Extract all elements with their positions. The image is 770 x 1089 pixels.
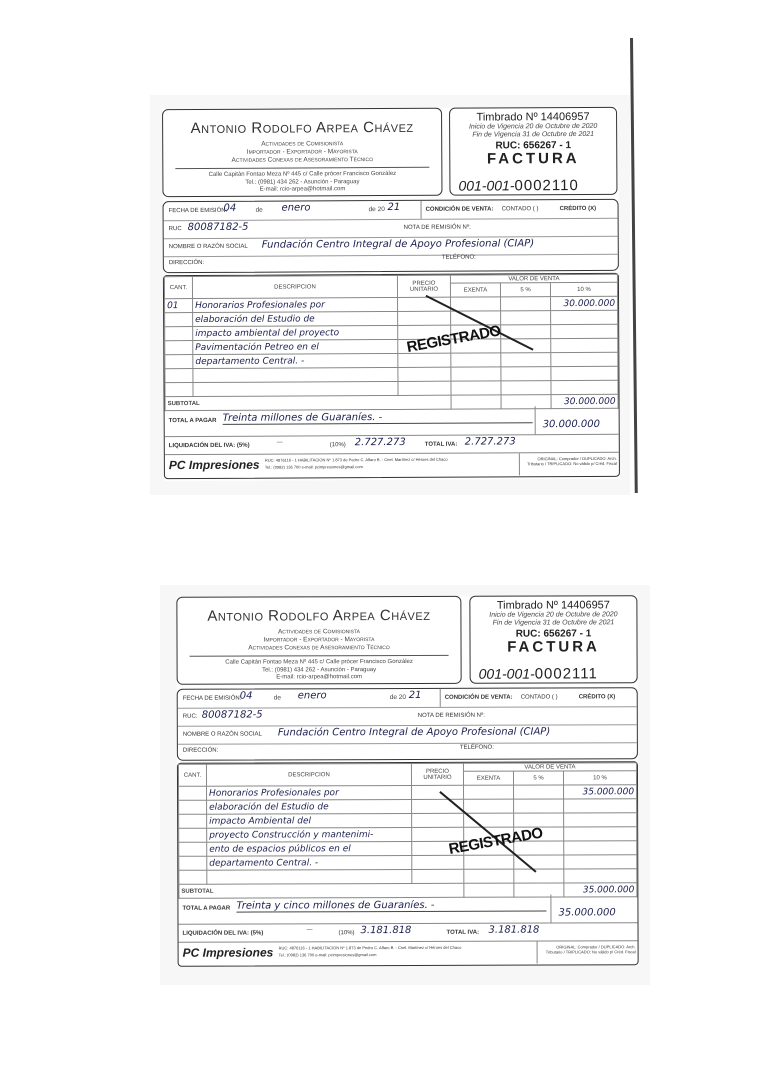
client-block xyxy=(177,687,638,761)
divider xyxy=(550,894,551,922)
telefono-label: TELÉFONO: xyxy=(441,254,476,261)
col-iva10: 10 % xyxy=(563,771,636,785)
divider xyxy=(535,406,536,434)
invoice-prefix: 001-001- xyxy=(458,177,515,194)
col-iva10: 10 % xyxy=(550,282,617,296)
fecha-year: 21 xyxy=(408,689,422,701)
item-line: impacto ambiental del proyecto xyxy=(193,325,398,340)
contado-option: CONTADO ( ) xyxy=(501,206,539,213)
invoice-1 xyxy=(162,107,620,481)
items-grid xyxy=(178,762,637,899)
issuer-ruc: RUC: 656267 - 1 xyxy=(495,140,572,152)
divider xyxy=(175,167,429,169)
fecha-year-label: de 20 xyxy=(368,206,385,214)
issuer-activity-2: Importador - Exportador - Mayorista xyxy=(246,148,358,156)
iva5-value: — xyxy=(276,439,283,446)
item-line: Honorarios Profesionales por xyxy=(207,785,412,800)
condicion-label: CONDICIÓN DE VENTA: xyxy=(444,694,513,701)
fecha-label: FECHA DE EMISIÓN: xyxy=(168,207,228,215)
total-value: 30.000.000 xyxy=(542,418,600,431)
total-label: TOTAL A PAGAR xyxy=(182,905,231,912)
col-precio: PRECIO UNITARIO xyxy=(397,275,450,297)
timbrado-number: Timbrado Nº 14406957 xyxy=(496,599,610,612)
invoice-sequence: 0002111 xyxy=(534,665,598,683)
iva10-value: 2.727.273 xyxy=(354,436,406,449)
col-iva5: 5 % xyxy=(513,771,563,785)
items-grid xyxy=(164,274,619,411)
issuer-address: Calle Capitán Fontao Meza Nº 445 c/ Calle prócer Francisco González xyxy=(208,170,397,178)
registrado-stamp: REGISTRADO xyxy=(447,824,544,858)
issuer-block xyxy=(176,596,461,685)
issuer-name: Antonio Rodolfo Arpea Chávez xyxy=(190,118,414,138)
iva10-value: 3.181.818 xyxy=(360,924,412,937)
copy-distribution: ORIGINAL: Comprador / DUPLICADO: Arch. Tributario / TRIPLICADO: No válido p/ Créd. Fiscal xyxy=(545,944,636,955)
vigencia-fin: Fin de Vigencia 31 de Octubre de 2021 xyxy=(472,130,595,139)
total-row xyxy=(178,894,637,925)
issuer-activity-3: Actividades Conexas de Asesoramiento Técnico xyxy=(248,644,390,652)
subtotal-value: 35.000.000 xyxy=(564,883,637,897)
item-amount-10: 35.000.000 xyxy=(564,785,637,799)
col-valor-venta: VALOR DE VENTA xyxy=(463,763,636,772)
printer-logo: PC Impresiones xyxy=(182,945,274,960)
registrado-stamp: REGISTRADO xyxy=(405,322,503,357)
col-descripcion: DESCRIPCION xyxy=(206,763,411,786)
document-title: FACTURA xyxy=(486,150,580,168)
fecha-year-label: de 20 xyxy=(389,694,407,702)
issuer-activity-1: Actividades de Comisionista xyxy=(261,140,344,148)
direccion-label: DIRECCIÓN: xyxy=(182,747,219,754)
pen-margin-line xyxy=(630,38,638,493)
divider xyxy=(190,655,449,657)
col-descripcion: DESCRIPCION xyxy=(192,275,397,298)
col-valor-venta: VALOR DE VENTA xyxy=(450,274,617,283)
divider xyxy=(440,689,441,707)
vigencia-inicio: Inicio de Vigencia 20 de Octubre de 2020 xyxy=(468,122,598,131)
razon-social-label: NOMBRE O RAZÓN SOCIAL xyxy=(182,731,262,738)
fecha-month: enero xyxy=(281,202,311,214)
issuer-phone: Tel.: (0981) 434 262 - Asunción - Paraguay xyxy=(245,178,360,186)
col-iva5: 5 % xyxy=(500,283,550,297)
issuer-activity-1: Actividades de Comisionista xyxy=(277,628,360,636)
item-cant: 01 xyxy=(165,299,193,313)
client-ruc: 80087182-5 xyxy=(201,709,263,721)
total-iva-label: TOTAL IVA: xyxy=(446,929,480,936)
timbrado-block xyxy=(449,107,617,196)
issuer-email: E-mail: rcio-arpea@hotmail.com xyxy=(259,186,346,193)
total-iva-label: TOTAL IVA: xyxy=(424,441,458,448)
issuer-address: Calle Capitán Fontao Meza Nº 445 c/ Calle prócer Francisco González xyxy=(225,658,413,666)
credito-option: CRÉDITO (X) xyxy=(578,694,616,701)
direccion-row xyxy=(178,742,637,760)
item-amount-10: 30.000.000 xyxy=(551,296,618,310)
printer-info: RUC: 4876116 - 1 HABILITACION Nº 1.873 de Pedro C. Alfaro B. - Cnel. Martínez c/ Héroes del Chaco xyxy=(278,944,462,951)
item-line: departamento Central. - xyxy=(193,353,398,368)
col-exenta: EXENTA xyxy=(463,771,513,785)
iva10-label: (10%) xyxy=(329,442,346,449)
fecha-month: enero xyxy=(297,690,327,702)
total-value: 35.000.000 xyxy=(558,907,616,919)
total-iva-value: 2.727.273 xyxy=(464,436,516,448)
invoice-number xyxy=(450,177,616,195)
ruc-label: RUC xyxy=(168,226,182,233)
item-line: ento de espacios públicos en el xyxy=(207,841,412,856)
printer-row xyxy=(165,453,619,477)
item-line: proyecto Construcción y mantenimi- xyxy=(207,827,412,842)
col-precio: PRECIO UNITARIO xyxy=(411,763,463,785)
vigencia-inicio: Inicio de Vigencia 20 de Octubre de 2020 xyxy=(489,611,618,619)
divider xyxy=(519,453,520,475)
direccion-row xyxy=(164,254,618,272)
telefono-label: TELÉFONO: xyxy=(459,744,494,751)
subtotal-label: SUBTOTAL xyxy=(179,883,464,898)
ruc-label: RUC: xyxy=(182,713,198,720)
total-label: TOTAL A PAGAR xyxy=(168,417,217,425)
total-words: Treinta millones de Guaraníes. - xyxy=(223,411,533,425)
item-line: impacto Ambiental del xyxy=(207,813,412,828)
iva-label: LIQUIDACIÓN DEL IVA: (5%) xyxy=(182,930,264,937)
condicion-label: CONDICIÓN DE VENTA: xyxy=(425,206,494,213)
printer-logo: PC Impresiones xyxy=(168,457,260,473)
item-line: elaboración del Estudio de xyxy=(207,799,412,814)
total-row xyxy=(165,406,619,437)
direccion-label: DIRECCIÓN: xyxy=(168,259,205,267)
client-block xyxy=(163,199,619,273)
razon-social-label: NOMBRE O RAZÓN SOCIAL xyxy=(168,243,248,251)
item-line xyxy=(193,367,398,382)
nota-remision-label: NOTA DE REMISIÓN Nº: xyxy=(403,224,471,231)
item-line: Honorarios Profesionales por xyxy=(193,297,398,312)
item-cant xyxy=(179,786,207,800)
client-name: Fundación Centro Integral de Apoyo Profesional (CIAP) xyxy=(261,238,535,251)
invoice-2 xyxy=(176,595,638,967)
printer-contact: Tel.: (0982) 136 700 e-mail: pcimpresiones@gmail.com xyxy=(278,952,377,958)
timbrado-block xyxy=(469,595,637,684)
fecha-label: FECHA DE EMISIÓN: xyxy=(182,695,242,702)
vigencia-fin: Fin de Vigencia 31 de Octubre de 2021 xyxy=(492,619,615,627)
fecha-year: 21 xyxy=(387,201,401,214)
fecha-de: de xyxy=(255,206,263,214)
iva-label: LIQUIDACIÓN DEL IVA: (5%) xyxy=(168,442,250,450)
total-words: Treinta y cinco millones de Guaraníes. - xyxy=(236,900,546,913)
printer-contact: Tel.: (0982) 136 700 e-mail: pcimpresiones@gmail.com xyxy=(264,464,363,470)
subtotal-value: 30.000.000 xyxy=(551,394,618,408)
client-name: Fundación Centro Integral de Apoyo Profesional (CIAP) xyxy=(277,726,551,739)
items-table xyxy=(177,761,639,967)
issuer-phone: Tel.: (0981) 434 262 - Asunción - Paraguay xyxy=(262,666,377,674)
iva5-value: — xyxy=(306,927,313,934)
item-line: departamento Central. - xyxy=(207,855,412,870)
copy-distribution: ORIGINAL: Comprador / DUPLICADO: Arch. Tributario / TRIPLICADO: No válido p/ Créd. Fiscal xyxy=(527,455,617,467)
item-line: elaboración del Estudio de xyxy=(193,311,398,326)
col-cant: CANT. xyxy=(178,764,206,786)
issuer-activity-3: Actividades Conexas de Asesoramiento Técnico xyxy=(231,156,374,164)
fecha-day: 04 xyxy=(239,690,253,702)
printer-info: RUC: 4876116 - 1 HABILITACION Nº 1.873 de Pedro C. Alfaro B. - Cnel. Martínez c/ Héroes del Chaco xyxy=(264,456,448,463)
credito-option: CRÉDITO (X) xyxy=(559,205,597,213)
issuer-ruc: RUC: 656267 - 1 xyxy=(515,628,592,640)
fecha-de: de xyxy=(273,694,281,702)
fecha-day: 04 xyxy=(223,202,237,214)
item-line: Pavimentación Petreo en el xyxy=(193,339,398,354)
iva-row xyxy=(165,435,619,455)
col-cant: CANT. xyxy=(164,277,192,299)
col-exenta: EXENTA xyxy=(450,283,500,297)
issuer-activity-2: Importador - Exportador - Mayorista xyxy=(263,636,375,644)
items-table xyxy=(163,273,620,479)
invoice-prefix: 001-001- xyxy=(478,665,535,682)
total-iva-value: 3.181.818 xyxy=(488,924,540,936)
nota-remision-label: NOTA DE REMISIÓN Nº: xyxy=(417,712,485,719)
contado-option: CONTADO ( ) xyxy=(520,694,558,701)
document-title: FACTURA xyxy=(507,638,600,656)
divider xyxy=(421,201,422,219)
issuer-name: Antonio Rodolfo Arpea Chávez xyxy=(207,606,431,625)
subtotal-label: SUBTOTAL xyxy=(165,395,451,410)
client-ruc: 80087182-5 xyxy=(187,221,249,234)
printer-row xyxy=(179,941,638,965)
iva-row xyxy=(179,923,638,943)
issuer-block xyxy=(162,108,442,197)
iva10-label: (10%) xyxy=(338,930,355,937)
invoice-sequence: 0002110 xyxy=(514,177,579,195)
invoice-number xyxy=(471,665,637,683)
divider xyxy=(537,942,538,964)
issuer-email: E-mail: rcio-arpea@hotmail.com xyxy=(276,674,363,681)
timbrado-number: Timbrado Nº 14406957 xyxy=(476,110,590,124)
